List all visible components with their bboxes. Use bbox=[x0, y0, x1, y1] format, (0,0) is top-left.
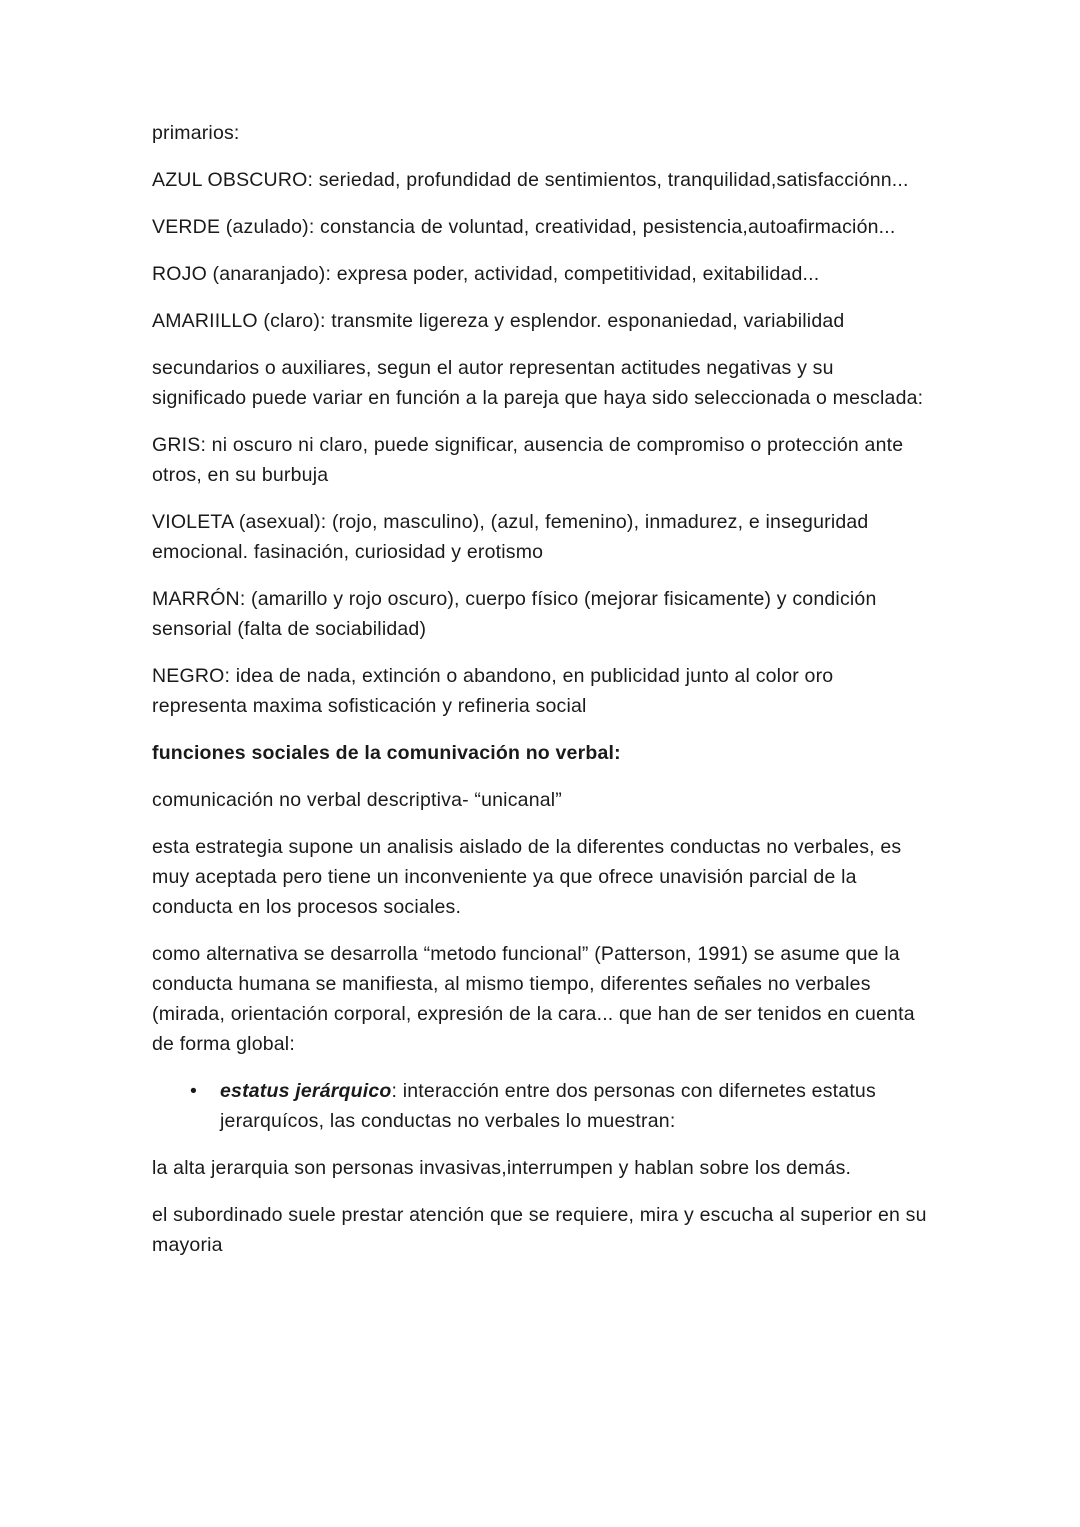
bullet-list bbox=[152, 1076, 932, 1136]
paragraph-unicanal: comunicación no verbal descriptiva- “unicanal” bbox=[152, 789, 562, 811]
paragraph-alta-jerarquia: la alta jerarquia son personas invasivas,interrumpen y hablan sobre los demás. bbox=[152, 1157, 852, 1179]
document-body bbox=[152, 118, 932, 1260]
paragraph-primarios: primarios: bbox=[152, 122, 240, 144]
heading-funciones-sociales: funciones sociales de la comunivación no verbal: bbox=[152, 742, 621, 764]
paragraph-metodo-funcional: como alternativa se desarrolla “metodo funcional” (Patterson, 1991) se asume que la conducta humana se manifiesta, al mismo tiempo, diferentes señales no verbales (mirada, orientación corporal, expresión de la cara... que han de ser tenidos en cuenta de forma global: bbox=[152, 943, 915, 1055]
paragraph-estrategia: esta estrategia supone un analisis aislado de la diferentes conductas no verbales, es muy aceptada pero tiene un inconveniente ya que ofrece unavisión parcial de la conducta en los procesos sociales. bbox=[152, 836, 902, 918]
list-item-estatus-jerarquico bbox=[152, 1076, 932, 1136]
paragraph-gris: GRIS: ni oscuro ni claro, puede significar, ausencia de compromiso o protección ante otros, en su burbuja bbox=[152, 434, 904, 486]
paragraph-violeta: VIOLETA (asexual): (rojo, masculino), (azul, femenino), inmadurez, e inseguridad emocional. fasinación, curiosidad y erotismo bbox=[152, 511, 869, 563]
paragraph-amarillo: AMARIILLO (claro): transmite ligereza y esplendor. esponaniedad, variabilidad bbox=[152, 310, 845, 332]
paragraph-negro: NEGRO: idea de nada, extinción o abandono, en publicidad junto al color oro representa maxima sofisticación y refineria social bbox=[152, 665, 834, 717]
paragraph-rojo: ROJO (anaranjado): expresa poder, actividad, competitividad, exitabilidad... bbox=[152, 263, 820, 285]
list-item-emphasis: estatus jerárquico bbox=[220, 1080, 392, 1102]
bullet-point-icon: • bbox=[190, 1080, 198, 1102]
list-item-text: : interacción entre dos personas con difernetes estatus jerarquícos, las conductas no verbales lo muestran: bbox=[220, 1080, 876, 1132]
paragraph-subordinado: el subordinado suele prestar atención que se requiere, mira y escucha al superior en su mayoria bbox=[152, 1204, 927, 1256]
paragraph-secundarios: secundarios o auxiliares, segun el autor representan actitudes negativas y su significado puede variar en función a la pareja que haya sido seleccionada o mesclada: bbox=[152, 357, 924, 409]
paragraph-verde: VERDE (azulado): constancia de voluntad, creatividad, pesistencia,autoafirmación... bbox=[152, 216, 896, 238]
paragraph-azul-obscuro: AZUL OBSCURO: seriedad, profundidad de sentimientos, tranquilidad,satisfacciónn... bbox=[152, 169, 909, 191]
paragraph-marron: MARRÓN: (amarillo y rojo oscuro), cuerpo físico (mejorar fisicamente) y condición sensorial (falta de sociabilidad) bbox=[152, 588, 877, 640]
